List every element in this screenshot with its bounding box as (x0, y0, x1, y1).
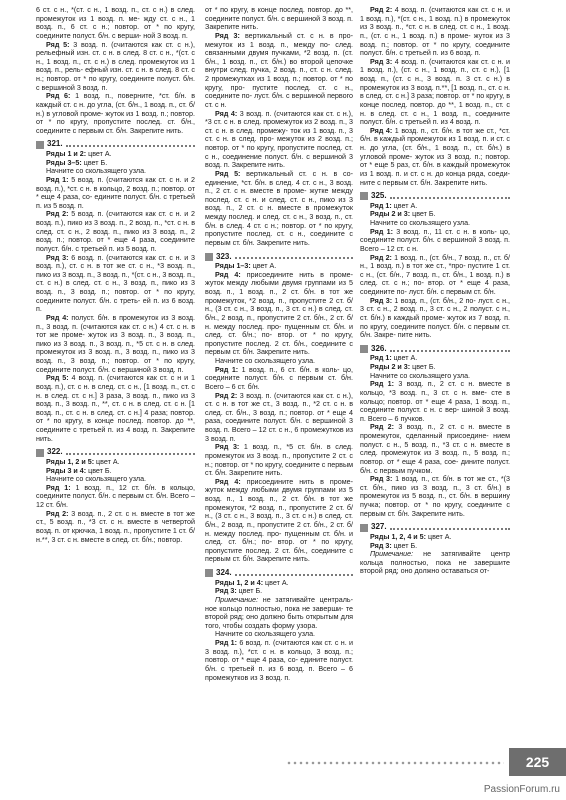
square-bullet-icon (360, 192, 368, 200)
row-instruction: Ряд 2: 1 возд. п., (ст. б/н., 7 возд. п., ст. б/н., 1 возд. п.) в тот же ст., *про- пустите 1 ст. с н., (ст. б/н., 7 возд. п., ст. б/н., 1 возд. п.) в след. ст. с н.; по- втор. от * еще 4 раза, соедините по- луст. б/н. с первым ст. б/н. (360, 253, 510, 296)
section-header-321: 321. (36, 140, 195, 149)
start-note: Начните со скользящего узла. (215, 630, 316, 639)
color-spec: Ряды 1, 2 и 4: цвет А. (215, 578, 289, 587)
footer-dotted-rule (286, 761, 504, 765)
row-instruction: Ряд 2: 4 возд. п. (считаются как ст. с н. и 1 возд. п.), *(ст. с н., 1 возд. п.) в промежуток из 3 возд. п., *ст. с н. в след. ст. с н., 1 возд. п., (ст. с н., 1 возд. п.) в проме- жуток из 3 возд. п.; повтор. от * по кругу, соедините полуст. б/н. с третьей п. из 6 возд. п. (360, 6, 510, 58)
color-spec: Ряды 3–5: цвет Б. (46, 158, 108, 167)
row-instruction: Ряд 1: 6 возд. п. (считаются как ст. с н. и 3 возд. п.), *ст. с н. в кольцо, 3 возд. п.; повтор. от * еще 4 раза, со- едините полуст. б/н. с третьей п. из 6 возд. п. Всего – 6 промежутков из 3 возд. п. (205, 639, 353, 682)
square-bullet-icon (205, 253, 213, 261)
dotted-rule (66, 453, 195, 455)
row-instruction: Ряд 6: 1 возд. п., поверните, *ст. б/н. в каждый ст. с н. до угла, (ст. б/н., 1 возд. п., ст. б/н.) в угловой проме- жуток из 1 возд. п.; повтор. от * по кругу, пропустите послед. ст. б/н., соедините с первым ст. б/н. Закрепите нить. (36, 92, 196, 135)
start-note: Начните со скользящего узла. (370, 371, 471, 380)
color-spec: Ряд 4: присоедините нить в проме- жуток между любыми двумя группами из 5 возд. п., 1 возд. п., 2 ст. б/н. в тот же промежуток, *2 возд. п., пропустите 2 ст. б/н., (3 ст. с н., 3 возд. п., 3 ст. с н.) в след. ст. б/н., 2 возд. п., пропустите 2 ст. б/н., 2 ст. б/н. между послед. про- пущенным ст. б/н. и след. ст. б/н.; по- втор. от * по кругу, пропустите послед. 2 ст. б/н., соедините с первым ст. б/н. Закрепите нить. (205, 270, 353, 357)
section-header-323: 323. (205, 253, 353, 262)
row-instruction: Ряд 3: 4 возд. п. (считаются как ст. с н. и 1 возд. п.), (ст. с н., 1 возд. п., ст. с н.), [1 возд. п., (ст. с н., 3 возд. п. 3 ст. с н.) в промежуток из 3 возд. п.**, [1 возд. п., ст. с н. в след. ст. с н.] 3 раза; повтор. от * по кругу, в конце послед. повтор. до **, 1 возд. п., ст. с н. в след. ст. с н., 1 возд. п., соедините полуст. б/н. с третьей п. из 4 возд. п. (360, 57, 510, 127)
row-instruction: Ряд 4: присоедините нить в проме- жуток между любыми двумя группами из 5 возд. п., 1 возд. п., 2 ст. б/н. в тот же промежуток, *2 возд. п., пропустите 2 ст. б/н., (3 ст. с н., 3 возд. п., 3 ст. с н.) в след. ст. б/н., 2 возд. п., пропустите 2 ст. б/н., 2 ст. б/н. между послед. про- пущенным ст. б/н. и след. ст. б/н.; по- втор. от * по кругу, пропустите послед. 2 ст. б/н., соедините с первым ст. б/н. Закрепите нить. (205, 477, 353, 564)
row-instruction: Ряд 1: 1 возд. п., 12 ст. б/н. в кольцо, соедините полуст. б/н. с первым ст. б/н. Всего – 12 ст. б/н. (36, 483, 195, 509)
square-bullet-icon (360, 345, 368, 353)
row-instruction: Ряд 2: 5 возд. п. (считаются как ст. с н. и 2 возд. п.), пико из 3 возд. п., 2 возд. п., *ст. с н. в след. ст. с н., 2 возд. п., пико из 3 возд. п., 2 возд. п.; повтор. от * еще 4 раза, соедините полуст. б/н. с третьей п. из 5 возд. п. (36, 210, 196, 253)
color-spec: Ряды 1–3: цвет А. (215, 262, 277, 271)
page-number: 225 (509, 748, 566, 776)
row-instruction: Ряд 4: 3 возд. п. (считаются как ст. с н.), *3 ст. с н. в след. промежуток из 2 возд. п., 3 ст. с н. в след. промежу- ток из 1 возд. п., 3 ст. с н. в след. про- межуток из 2 возд. п.; повтор. от * по кругу, пропустите послед. ст. с н., соединение полуст. б/н. с вершиной 3 возд. п. Закрепите нить. (205, 109, 353, 170)
row-instruction: Ряд 3: 1 возд. п., (ст. б/н., 2 по- луст. с н., 3 ст. с н., 2 возд. п., 3 ст. с н., 2 полуст. с н., ст. б/н.) в каждый проме- жуток из 7 возд. п. по кругу, соедините полуст. б/н. с первым ст. б/н. Закре- пите нить. (360, 296, 510, 340)
row-instruction: Ряд 2: 3 возд. п., 2 ст. с н. вместе в тот же ст., 5 возд. п., *3 ст. с н. вместе в четвертой возд. п. от крючка, 1 возд. п., пропустите 1 ст. б/н.**, 3 ст. с н. вместе в след. ст. б/н.; повтор. (36, 509, 195, 544)
color-spec: Ряды 1 и 2: цвет А. (46, 150, 112, 158)
square-bullet-icon (36, 449, 44, 457)
start-note: Начните со скользящего узла. (46, 167, 147, 176)
note: Примечание: не затягивайте центр кольца полностью, пока не завершите второй ряд; оно должно оставаться от- (360, 550, 510, 576)
dotted-rule (390, 197, 510, 199)
row-instruction: Ряд 4: полуст. б/н. в промежуток из 3 возд. п., 3 возд. п. (считаются как ст. с н.) 4 ст. с н. в тот же проме- жуток из 3 возд. п., 3 возд. п., пико из 3 возд. п., 3 возд. п., *5 ст. с н. в след. промежуток из 3 возд. п., 3 возд. п., пико из 3 возд. п., 3 возд. п.; повтор. от * по кругу, соедините полуст. б/н. с вершиной 3 возд. п. (36, 313, 196, 374)
section-header-322: 322. (36, 448, 195, 457)
row-instruction: Ряд 2: 3 возд. п. (считаются как ст. с н.), ст. с н. в тот же ст., 3 возд. п., *2 ст. с н. в след. ст. б/н., 3 возд. п.; повтор. от * еще 4 раза, соедините полуст. б/н. с вершиной 3 возд. п. Всего – 12 ст. с н., 6 промежутков из 3 возд. п. (205, 391, 353, 443)
row-instruction: Ряд 1: 5 возд. п. (считаются как ст. с н. и 2 возд. п.), *ст. с н. в кольцо, 2 возд. п.; повтор. от * еще 4 раза, со- едините полуст. б/н. с третьей п. из 5 возд. п. (36, 175, 196, 210)
row-instruction: Ряд 3: 6 возд. п. (считаются как ст. с н. и 3 возд. п.), ст. с н. в тот же ст. с н., *3 возд. п., пико из 3 возд. п., 3 возд. п., *(ст. с н., 3 возд. п., ст. с н.) в след. ст. с н., 3 возд. п., пико из 3 возд. п., 3 возд. п.; повтор. от * по кругу, соедините полуст. б/н. с треть- ей п. из 6 возд. п. (36, 253, 196, 314)
start-note: Начните со скользящего узла. (215, 357, 316, 365)
row-instruction: Ряд 5: вертикальный ст. с н. в со- единение, *ст. б/н. в след. 4 ст. с н., 3 возд. п., 2 ст. с н. вместе в проме- жутке между послед. ст. с н. и след. ст. с н., пико из 3 возд. п., 2 ст. с н. вместе в промежуток между послед. и след. ст. с н., 3 возд. п., ст. б/н. в след. 4 ст. с н.; повтор. от * по кругу, пропустите послед. ст. с н., соедините с первым ст. б/н. Закрепите нить. (205, 169, 353, 247)
paragraph: 6 ст. с н., *(ст. с н., 1 возд. п., ст. с н.) в след. промежуток из 1 возд. п. ме- жду ст. с н., 1 возд. п., 6 ст. с н.; повтор. от * по кругу, соедините полуст. б/н. с верши- ной 3 возд. п. (36, 6, 195, 40)
text-column-3 (360, 6, 510, 576)
row-instruction: Ряд 2: 3 возд. п., 2 ст. с н. вместе в промежуток, сделанный присоедине- нием полуст. с н., 5 возд. п., *3 ст. с н. вместе в след. промежуток из 3 возд. п., 5 возд. п.; повтор. от * еще 4 раза, сое- дините полуст. б/н. с первым пучком. (360, 423, 510, 475)
dotted-rule (66, 145, 195, 147)
color-spec: Ряды 3 и 4: цвет Б. (46, 466, 112, 475)
row-instruction: Ряд 3: вертикальный ст. с н. в про- межуток из 1 возд. п., между по- след. связанными двумя пучками, *2 возд. п. (ст. б/н., 1 возд. п., ст. б/н.) во второй цепочке внутри след. пучка, 2 возд. п., ст. с н. след. 2 промежутках из 1 возд. п.; повтор. от * по кругу, про- пустите послед. ст. с н., соедините по- луст. б/н. с вершиной первого ст. с н. (205, 31, 353, 109)
row-instruction: Ряд 4: 1 возд. п., ст. б/н. в тот же ст., *ст. б/н. в каждый промежуток из 1 возд. п. и ст. с н. до угла, (ст. б/н., 1 возд. п., ст. б/н.) в угловой проме- жуток из 3 возд. п.; повтор. от * еще 5 раз, ст. б/н. в каждый промежуток из 1 возд. п. и ст. с н. до конца ряда, соеди- ните с первым ст. б/н. Закрепите нить. (360, 126, 510, 187)
color-spec: Ряд 3: цвет Б. (215, 587, 263, 596)
square-bullet-icon (205, 569, 213, 577)
dotted-rule (235, 257, 353, 259)
color-spec: Ряды 2 и 3: цвет Б. (370, 363, 436, 371)
section-header-324: 324. (205, 569, 353, 578)
color-spec: Ряд 3: цвет Б. (370, 541, 418, 550)
row-instruction: Ряд 3: 1 возд. п., *5 ст. б/н. в след. промежуток из 3 возд. п., пропустите 2 ст. с н.; повтор. от * по кругу, соедините с первым ст. б/н. Закрепите нить. (205, 443, 354, 478)
watermark: PassionForum.ru (483, 784, 560, 795)
square-bullet-icon (360, 524, 368, 532)
color-spec: Ряды 1, 2 и 5: цвет А. (46, 457, 120, 466)
start-note: Начните со скользящего узла. (46, 475, 147, 484)
square-bullet-icon (36, 141, 44, 149)
color-spec: Ряды 1, 2, 4 и 5: цвет А. (370, 532, 452, 541)
color-spec: Ряд 1: цвет А. (370, 354, 418, 363)
section-header-326: 326. (360, 345, 510, 354)
row-instruction: Ряд 1: 3 возд. п., 11 ст. с н. в коль- цо, соедините полуст. б/н. с вершиной 3 возд. п. Всего – 12 ст. с н. (360, 227, 511, 253)
color-spec: Ряд 1: цвет А. (370, 201, 418, 210)
dotted-rule (390, 528, 510, 530)
dotted-rule (390, 350, 510, 352)
row-instruction: Ряд 5: 4 возд. п. (считаются как ст. с н и 1 возд. п.), ст. с н. в след. ст. с н., [1 возд. п., ст. с н. в след. ст. с н.] 3 раза, 3 возд. п., пико из 3 возд. п., 3 возд. п., **, ст. с н. в след. ст. с н. [1 возд. п., ст. с н. в след. ст. с н.] 4 раза; повтор. от * по кругу, в конце послед. повтор. до **, соедините с третьей п. из 4 возд. п. Закрепите нить. (36, 374, 195, 443)
note: Примечание: не затягивайте централь- ное кольцо полностью, пока не заверши- те второй ряд; оно должно быть открытым для того, чтобы создать форму узора. (205, 595, 353, 630)
color-spec: Ряды 2 и 3: цвет Б. (370, 210, 436, 219)
section-header-325: 325. (360, 192, 510, 201)
start-note: Начните со скользящего узла. (370, 219, 471, 227)
row-instruction: Ряд 1: 1 возд. п., 6 ст. б/н. в коль- цо, соедините полуст. б/н. с первым ст. б/н. Всего – 6 ст. б/н. (205, 365, 353, 391)
section-header-327: 327. (360, 523, 510, 532)
text-column-1 (36, 6, 195, 544)
paragraph: от * по кругу, в конце послед. повтор. до **, соедините полуст. б/н. с вершиной 3 возд. п. Закрепите нить. (205, 6, 353, 32)
row-instruction: Ряд 3: 1 возд. п., ст. б/н. в тот же ст., *(3 ст. б/н., пико из 3 возд. п., 3 ст. б/н.) в промежуток из 5 возд. п., ст. б/н. в вершину пучка; повтор. от * по кругу, соедините с первым ст. б/н. Закрепите нить. (360, 475, 511, 518)
dotted-rule (235, 574, 353, 576)
row-instruction: Ряд 1: 3 возд. п., 2 ст. с н. вместе в кольцо, *3 возд. п., 3 ст. с н. вме- сте в кольцо; повтор. от * еще 4 раза, 1 возд. п., соедините полуст. с н. с вер- шиной 3 возд. п. Всего – 6 пучков. (360, 380, 510, 423)
text-column-2 (205, 6, 353, 682)
row-instruction: Ряд 5: 3 возд. п. (считаются как ст. с н.), рельефный изн. ст. с н. в след. 8 ст. с н., *(ст. с н., 1 возд. п., ст. с н.) в след. промежуток из 1 возд. п., рель- ефный изн. ст. с н. в след. 8 ст. с н.; повтор. от * по кругу, соедините полуст. б/н. с вершиной 3 возд. п. (36, 40, 195, 92)
